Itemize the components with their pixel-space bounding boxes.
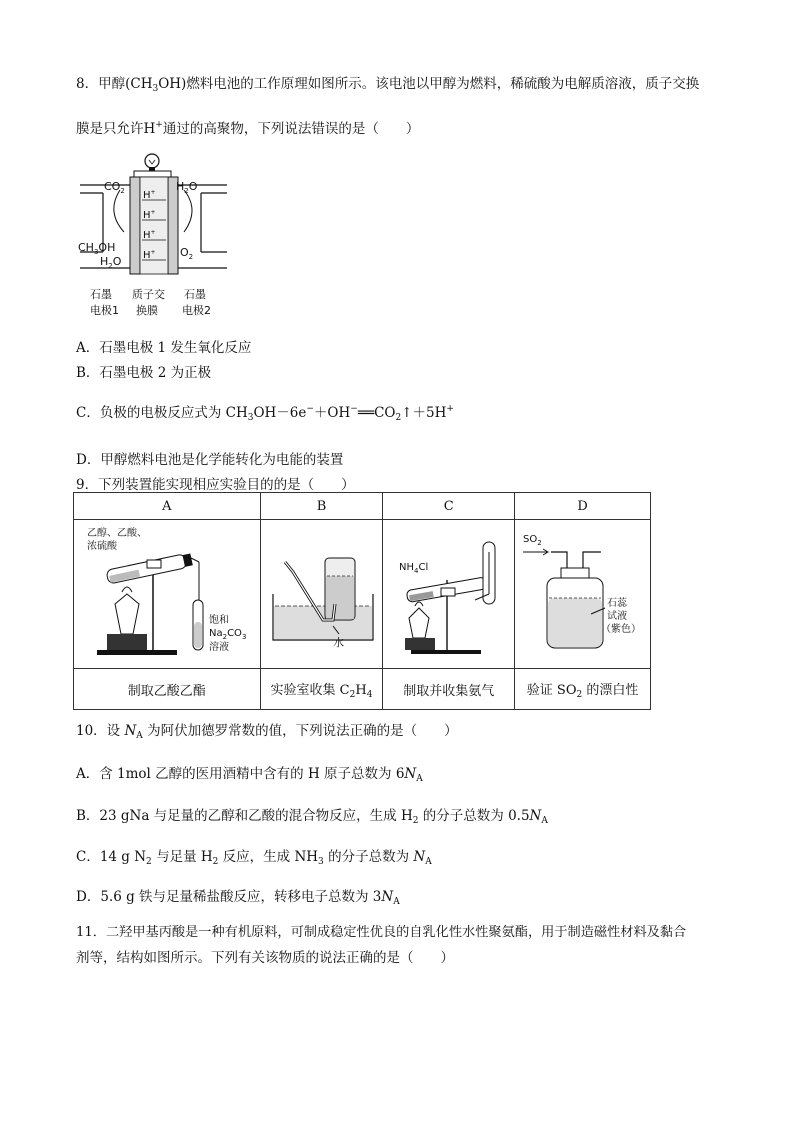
svg-text:质子交: 质子交 xyxy=(132,288,165,301)
q9-figure-d-cell xyxy=(515,520,651,669)
q9-figure-a-cell xyxy=(74,520,261,669)
svg-text:水: 水 xyxy=(332,636,344,649)
svg-text:石墨: 石墨 xyxy=(90,288,112,301)
bulb-icon xyxy=(145,154,159,171)
q8-option-d: D．甲醇燃料电池是化学能转化为电能的装置 xyxy=(76,452,344,468)
q9-caption-b: 实验室收集 $C_2H_4$ xyxy=(260,669,383,710)
svg-text:H+: H+ xyxy=(143,249,156,261)
ester-apparatus-figure xyxy=(77,522,257,662)
so2-bleach-figure xyxy=(517,522,649,662)
ammonia-apparatus-figure xyxy=(385,522,513,662)
svg-text:电极2: 电极2 xyxy=(182,304,211,317)
svg-text:饱和: 饱和 xyxy=(208,615,229,626)
svg-text:Na2CO3: $Na_2CO_3$ xyxy=(208,628,247,641)
q9-figure-b-cell xyxy=(260,520,383,669)
q8-option-a: A．石墨电极 1 发生氧化反应 xyxy=(76,340,252,356)
svg-text:石蕊: 石蕊 xyxy=(606,598,627,609)
svg-text:NH4Cl: $NH_4Cl$ xyxy=(398,562,429,575)
q8-stem-line1: 8．甲醇$(CH_3OH)$燃料电池的工作原理如图所示。该电池以甲醇为燃料，稀硫酸为电解质溶液，质子交换 xyxy=(76,76,700,94)
q9-header-a: A xyxy=(74,493,261,520)
svg-text:H+: H+ xyxy=(143,229,156,241)
svg-text:SO2: $SO_2$ xyxy=(522,534,542,547)
svg-text:H+: H+ xyxy=(143,209,156,221)
svg-text:CH3OH: $CH_3OH$ xyxy=(78,241,116,256)
q9-caption-d: 验证 $SO_2$ 的漂白性 xyxy=(515,669,651,710)
svg-text:溶液: 溶液 xyxy=(208,642,229,653)
q8-stem-line2: 膜是只允许H+通过的高聚物，下列说法错误的是（ ） xyxy=(76,120,420,137)
q8-option-c: C．负极的电极反应式为 $CH_3OH-6e^-+OH^-══CO_2↑+5H^+$ xyxy=(76,404,454,423)
q9-header-b: B xyxy=(260,493,383,520)
q9-header-d: D xyxy=(515,493,651,520)
svg-text:H2O: $H_2O$ xyxy=(176,180,198,195)
q10-option-c: C．14 g $N_2$ 与足量 $H_2$ 反应，生成 $NH_3$ 的分子总数为 $N_A$ xyxy=(76,849,432,867)
q8-option-b: B．石墨电极 2 为正极 xyxy=(76,365,212,381)
svg-text:H2O: $H_2O$ xyxy=(100,255,122,270)
gas-collection-figure xyxy=(263,522,381,662)
svg-text:CO2: $CO_2$ xyxy=(104,180,125,195)
q9-apparatus-table xyxy=(73,492,651,710)
q10-option-d: D．5.6 g 铁与足量稀盐酸反应，转移电子总数为 $3N_A$ xyxy=(76,889,400,907)
q9-stem: 9．下列装置能实现相应实验目的的是（ ） xyxy=(76,477,355,493)
svg-text:乙醇、乙酸、: 乙醇、乙酸、 xyxy=(86,528,147,539)
svg-text:电极1: 电极1 xyxy=(90,304,119,317)
svg-text:H+: H+ xyxy=(143,189,156,201)
svg-text:O2: $O_2$ xyxy=(180,246,194,261)
q9-caption-a: 制取乙酸乙酯 xyxy=(74,669,261,710)
q10-stem: 10．设 $N_A$ 为阿伏加德罗常数的值，下列说法正确的是（ ） xyxy=(76,723,458,741)
q11-stem-line1: 11．二羟甲基丙酸是一种有机原料，可制成稳定性优良的自乳化性水性聚氨酯，用于制造磁性材料及黏合 xyxy=(76,925,687,940)
svg-text:浓硫酸: 浓硫酸 xyxy=(86,541,117,552)
q9-header-c: C xyxy=(383,493,515,520)
q9-figure-c-cell xyxy=(383,520,515,669)
svg-text:换膜: 换膜 xyxy=(136,304,158,317)
fuel-cell-diagram xyxy=(76,152,236,324)
q11-stem-line2: 剂等，结构如图所示。下列有关该物质的说法正确的是（ ） xyxy=(76,950,454,966)
svg-text:（紫色）: （紫色） xyxy=(600,624,641,635)
q10-option-a: A．含 1mol 乙醇的医用酒精中含有的 H 原子总数为 $6N_A$ xyxy=(76,766,423,784)
q9-caption-c: 制取并收集氨气 xyxy=(383,669,515,710)
svg-text:石墨: 石墨 xyxy=(184,288,206,301)
svg-text:试液: 试液 xyxy=(606,611,627,622)
q10-option-b: B．23 gNa 与足量的乙醇和乙酸的混合物反应，生成 $H_2$ 的分子总数为 $0.5N_A$ xyxy=(76,808,548,826)
